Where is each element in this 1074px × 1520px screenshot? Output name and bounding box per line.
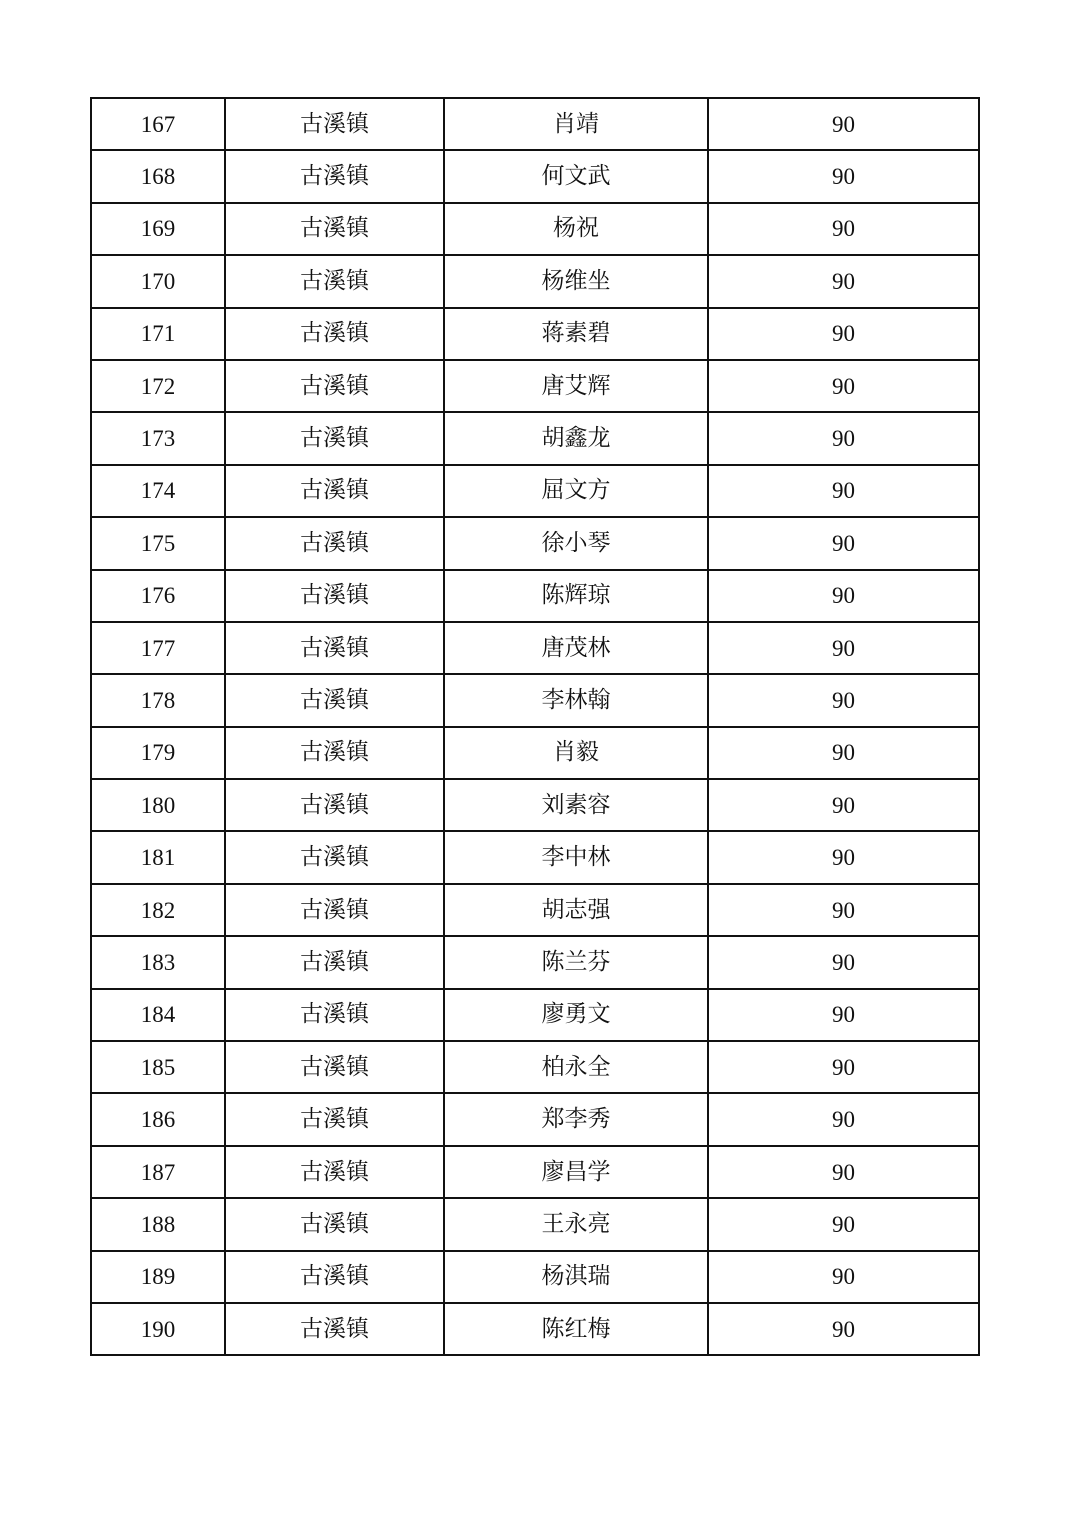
table-row: [91, 1146, 979, 1198]
value-cell: 90: [708, 989, 979, 1041]
table-row: [91, 308, 979, 360]
value-cell: 90: [708, 831, 979, 883]
town-cell: 古溪镇: [225, 255, 444, 307]
town-cell: 古溪镇: [225, 884, 444, 936]
row-number-cell: 184: [91, 989, 225, 1041]
table-row: [91, 884, 979, 936]
row-number-cell: 178: [91, 674, 225, 726]
town-cell: 古溪镇: [225, 936, 444, 988]
row-number-cell: 167: [91, 98, 225, 150]
table-row: [91, 779, 979, 831]
person-name-cell: 李中林: [444, 831, 708, 883]
person-name-cell: 杨维坐: [444, 255, 708, 307]
row-number-cell: 181: [91, 831, 225, 883]
person-name-cell: 肖毅: [444, 727, 708, 779]
person-name-cell: 廖勇文: [444, 989, 708, 1041]
row-number-cell: 173: [91, 412, 225, 464]
town-cell: 古溪镇: [225, 150, 444, 202]
town-cell: 古溪镇: [225, 1041, 444, 1093]
table-row: [91, 674, 979, 726]
row-number-cell: 186: [91, 1093, 225, 1145]
table-row: [91, 360, 979, 412]
table-row: [91, 255, 979, 307]
row-number-cell: 169: [91, 203, 225, 255]
data-table: [90, 97, 980, 1356]
table-row: [91, 98, 979, 150]
row-number-cell: 189: [91, 1251, 225, 1303]
table-row: [91, 727, 979, 779]
person-name-cell: 杨淇瑞: [444, 1251, 708, 1303]
person-name-cell: 廖昌学: [444, 1146, 708, 1198]
person-name-cell: 杨祝: [444, 203, 708, 255]
person-name-cell: 唐茂林: [444, 622, 708, 674]
person-name-cell: 陈辉琼: [444, 570, 708, 622]
table-row: [91, 1041, 979, 1093]
town-cell: 古溪镇: [225, 1146, 444, 1198]
person-name-cell: 肖靖: [444, 98, 708, 150]
row-number-cell: 168: [91, 150, 225, 202]
value-cell: 90: [708, 98, 979, 150]
town-cell: 古溪镇: [225, 622, 444, 674]
person-name-cell: 陈红梅: [444, 1303, 708, 1355]
row-number-cell: 190: [91, 1303, 225, 1355]
value-cell: 90: [708, 1198, 979, 1250]
value-cell: 90: [708, 203, 979, 255]
row-number-cell: 182: [91, 884, 225, 936]
value-cell: 90: [708, 308, 979, 360]
table-row: [91, 622, 979, 674]
value-cell: 90: [708, 884, 979, 936]
table-row: [91, 831, 979, 883]
row-number-cell: 185: [91, 1041, 225, 1093]
table-row: [91, 203, 979, 255]
town-cell: 古溪镇: [225, 98, 444, 150]
value-cell: 90: [708, 1251, 979, 1303]
table-row: [91, 1093, 979, 1145]
table-row: [91, 1198, 979, 1250]
person-name-cell: 柏永全: [444, 1041, 708, 1093]
value-cell: 90: [708, 1146, 979, 1198]
town-cell: 古溪镇: [225, 308, 444, 360]
value-cell: 90: [708, 1041, 979, 1093]
value-cell: 90: [708, 936, 979, 988]
table-row: [91, 465, 979, 517]
table-row: [91, 150, 979, 202]
table-row: [91, 570, 979, 622]
person-name-cell: 唐艾辉: [444, 360, 708, 412]
value-cell: 90: [708, 360, 979, 412]
table-row: [91, 412, 979, 464]
row-number-cell: 187: [91, 1146, 225, 1198]
town-cell: 古溪镇: [225, 1198, 444, 1250]
table-row: [91, 1303, 979, 1355]
row-number-cell: 176: [91, 570, 225, 622]
row-number-cell: 174: [91, 465, 225, 517]
row-number-cell: 179: [91, 727, 225, 779]
town-cell: 古溪镇: [225, 517, 444, 569]
value-cell: 90: [708, 255, 979, 307]
value-cell: 90: [708, 570, 979, 622]
person-name-cell: 屈文方: [444, 465, 708, 517]
table-row: [91, 517, 979, 569]
value-cell: 90: [708, 779, 979, 831]
value-cell: 90: [708, 1303, 979, 1355]
town-cell: 古溪镇: [225, 779, 444, 831]
person-name-cell: 李林翰: [444, 674, 708, 726]
person-name-cell: 胡鑫龙: [444, 412, 708, 464]
town-cell: 古溪镇: [225, 465, 444, 517]
value-cell: 90: [708, 674, 979, 726]
town-cell: 古溪镇: [225, 1303, 444, 1355]
person-name-cell: 蒋素碧: [444, 308, 708, 360]
town-cell: 古溪镇: [225, 360, 444, 412]
town-cell: 古溪镇: [225, 727, 444, 779]
town-cell: 古溪镇: [225, 412, 444, 464]
person-name-cell: 王永亮: [444, 1198, 708, 1250]
value-cell: 90: [708, 727, 979, 779]
row-number-cell: 170: [91, 255, 225, 307]
person-name-cell: 陈兰芬: [444, 936, 708, 988]
row-number-cell: 177: [91, 622, 225, 674]
value-cell: 90: [708, 150, 979, 202]
town-cell: 古溪镇: [225, 989, 444, 1041]
row-number-cell: 172: [91, 360, 225, 412]
town-cell: 古溪镇: [225, 1251, 444, 1303]
value-cell: 90: [708, 517, 979, 569]
person-name-cell: 徐小琴: [444, 517, 708, 569]
town-cell: 古溪镇: [225, 570, 444, 622]
person-name-cell: 刘素容: [444, 779, 708, 831]
value-cell: 90: [708, 1093, 979, 1145]
table-row: [91, 936, 979, 988]
value-cell: 90: [708, 622, 979, 674]
row-number-cell: 188: [91, 1198, 225, 1250]
row-number-cell: 171: [91, 308, 225, 360]
table-row: [91, 1251, 979, 1303]
town-cell: 古溪镇: [225, 831, 444, 883]
table-body: [91, 98, 979, 1355]
row-number-cell: 183: [91, 936, 225, 988]
person-name-cell: 何文武: [444, 150, 708, 202]
row-number-cell: 180: [91, 779, 225, 831]
person-name-cell: 胡志强: [444, 884, 708, 936]
row-number-cell: 175: [91, 517, 225, 569]
town-cell: 古溪镇: [225, 674, 444, 726]
town-cell: 古溪镇: [225, 1093, 444, 1145]
table-row: [91, 989, 979, 1041]
value-cell: 90: [708, 412, 979, 464]
person-name-cell: 郑李秀: [444, 1093, 708, 1145]
value-cell: 90: [708, 465, 979, 517]
town-cell: 古溪镇: [225, 203, 444, 255]
